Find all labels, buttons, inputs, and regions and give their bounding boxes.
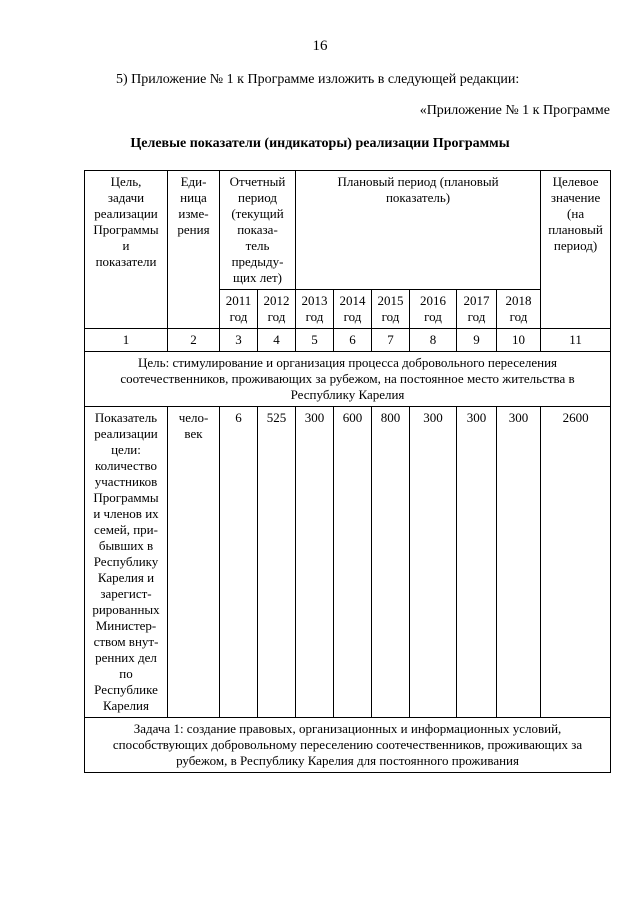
indicator-value: 300 (410, 407, 457, 718)
column-number: 4 (258, 329, 296, 352)
column-number: 8 (410, 329, 457, 352)
column-numbers-row (85, 329, 611, 352)
header-goal (85, 171, 168, 329)
indicator-value: 300 (457, 407, 497, 718)
column-number: 9 (457, 329, 497, 352)
column-number: 5 (296, 329, 334, 352)
indicator-row (85, 407, 611, 718)
year-cell: 2011 год (220, 290, 258, 329)
header-plan (296, 171, 541, 290)
indicator-value: 300 (296, 407, 334, 718)
indicator-unit: чело- век (168, 407, 220, 718)
table-title: Целевые показатели (индикаторы) реализации Программы (130, 136, 510, 151)
goal-text: Цель: стимулирование и организация процесса добровольного переселения соотечественников, проживающих за рубежом, на постоянное место жительства в Республику Карелия (85, 352, 611, 407)
year-cell: 2015 год (372, 290, 410, 329)
indicator-target: 2600 (541, 407, 611, 718)
task-row (85, 718, 611, 773)
header-report-text: Отчетный период (текущий показа- тель предыду- щих лет) (229, 174, 286, 285)
indicators-table (84, 170, 611, 773)
indicator-value: 600 (334, 407, 372, 718)
page-number: 16 (312, 38, 328, 54)
task-text: Задача 1: создание правовых, организационных и информационных условий, способствующих добровольному переселению соотечественников, проживающих за рубежом, в Республику Карелия для постоянного проживания (85, 718, 611, 773)
header-target (541, 171, 611, 329)
header-unit (168, 171, 220, 329)
indicator-value: 525 (258, 407, 296, 718)
indicator-value: 6 (220, 407, 258, 718)
column-number: 7 (372, 329, 410, 352)
header-goal-text: Цель, задачи реализации Программы и показатели (93, 174, 159, 269)
year-cell: 2018 год (497, 290, 541, 329)
column-number: 2 (168, 329, 220, 352)
year-cell: 2013 год (296, 290, 334, 329)
year-cell: 2016 год (410, 290, 457, 329)
year-cell: 2012 год (258, 290, 296, 329)
column-number: 6 (334, 329, 372, 352)
goal-row (85, 352, 611, 407)
indicator-value: 800 (372, 407, 410, 718)
year-cell: 2017 год (457, 290, 497, 329)
column-number: 11 (541, 329, 611, 352)
column-number: 1 (85, 329, 168, 352)
appendix-reference: «Приложение № 1 к Программе (419, 103, 610, 118)
indicator-value: 300 (497, 407, 541, 718)
header-row (85, 171, 611, 290)
intro-text: 5) Приложение № 1 к Программе изложить в следующей редакции: (116, 72, 520, 87)
header-report (220, 171, 296, 290)
indicator-name: Показатель реализации цели: количество участников Программы и членов их семей, при- бывших в Республику Карелия и зарегист- рированных Министер- ством внут- ренних дел по Республике Карелия (85, 407, 168, 718)
year-cell: 2014 год (334, 290, 372, 329)
header-target-text: Целевое значение (на плановый период) (548, 174, 603, 253)
header-unit-text: Еди- ница изме- рения (177, 174, 210, 237)
column-number: 3 (220, 329, 258, 352)
header-plan-text: Плановый период (плановый показатель) (337, 174, 499, 205)
column-number: 10 (497, 329, 541, 352)
